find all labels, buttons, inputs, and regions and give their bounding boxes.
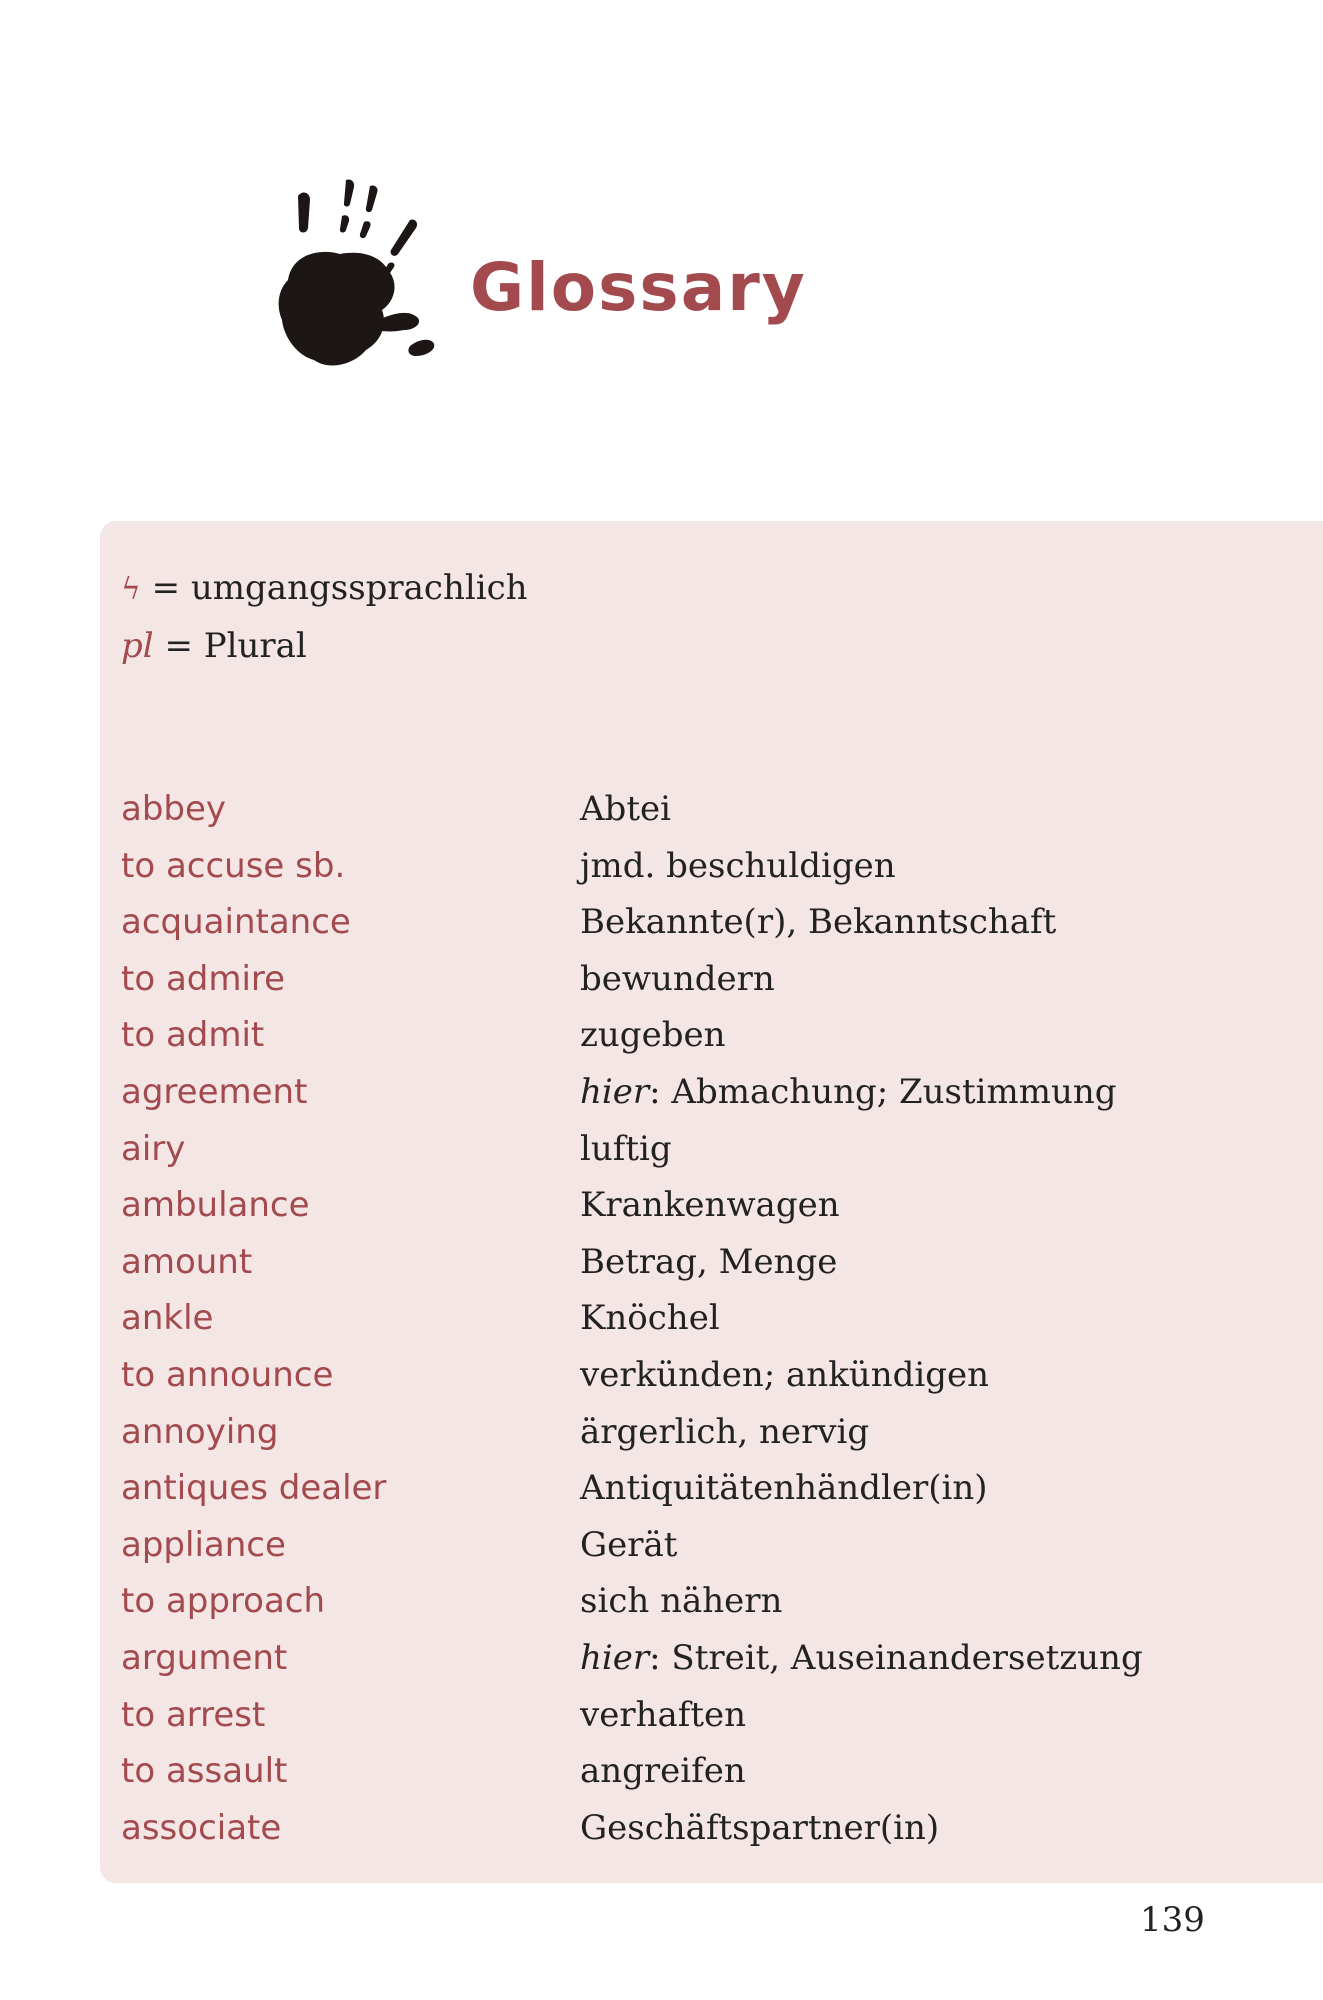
glossary-translation [580, 1064, 1117, 1120]
glossary-header [270, 170, 830, 390]
translation-qualifier: hier [580, 1637, 650, 1678]
glossary-translation [580, 1743, 746, 1799]
glossary-translation [580, 894, 1056, 950]
glossary-translation [580, 1517, 677, 1573]
translation-text: Knöchel [580, 1298, 720, 1339]
glossary-term: airy [121, 1128, 186, 1169]
translation-text: angreifen [580, 1751, 746, 1792]
glossary-term: to accuse sb. [121, 845, 346, 886]
handprint-icon [270, 170, 470, 380]
glossary-entry [121, 1404, 1271, 1461]
glossary-entry [121, 1800, 1271, 1857]
translation-text: luftig [580, 1128, 672, 1169]
glossary-entry [121, 1517, 1271, 1574]
glossary-term: appliance [121, 1524, 286, 1565]
glossary-entry [121, 894, 1271, 951]
glossary-term: ankle [121, 1298, 214, 1339]
glossary-entry [121, 1630, 1271, 1687]
glossary-entry [121, 1177, 1271, 1234]
glossary-entry [121, 1743, 1271, 1800]
glossary-entry [121, 1234, 1271, 1291]
translation-text: verkünden; ankündigen [580, 1354, 990, 1395]
glossary-entry [121, 1573, 1271, 1630]
glossary-translation [580, 1460, 988, 1516]
translation-text: ärgerlich, nervig [580, 1411, 870, 1452]
translation-text: sich nähern [580, 1581, 783, 1622]
glossary-entry [121, 1687, 1271, 1744]
page-title: Glossary [470, 249, 807, 326]
translation-text: Gerät [580, 1524, 678, 1565]
glossary-term: acquaintance [121, 902, 351, 943]
plural-abbreviation: pl [121, 626, 154, 666]
glossary-entry [121, 951, 1271, 1008]
translation-text: Krankenwagen [580, 1185, 840, 1226]
glossary-translation [580, 1687, 746, 1743]
translation-text: Abtei [580, 789, 671, 829]
glossary-translation [580, 838, 896, 894]
glossary-entry [121, 838, 1271, 895]
glossary-term: argument [121, 1637, 288, 1678]
glossary-entry [121, 1064, 1271, 1121]
glossary-term: ambulance [121, 1185, 310, 1226]
legend-plural [121, 618, 528, 674]
glossary-translation [580, 1290, 720, 1346]
glossary-term: annoying [121, 1411, 279, 1452]
glossary-translation [580, 1404, 869, 1460]
glossary-translation [580, 1630, 1143, 1686]
translation-text: bewundern [580, 958, 775, 999]
glossary-translation [580, 1573, 782, 1629]
glossary-term: associate [121, 1807, 282, 1848]
glossary-entry [121, 1290, 1271, 1347]
glossary-translation [580, 1177, 840, 1233]
glossary-term: to assault [121, 1751, 288, 1792]
glossary-term: abbey [121, 789, 227, 829]
glossary-entry [121, 1121, 1271, 1178]
glossary-translation [580, 951, 775, 1007]
glossary-term: to arrest [121, 1694, 266, 1735]
legend-plural-text: = Plural [164, 626, 307, 666]
glossary-term: to approach [121, 1581, 326, 1622]
translation-text: Geschäftspartner(in) [580, 1807, 940, 1848]
glossary-term: to announce [121, 1354, 334, 1395]
glossary-entry [121, 781, 1271, 838]
glossary-translation [580, 1800, 939, 1856]
translation-qualifier: hier [580, 1071, 650, 1112]
translation-text: : Streit, Auseinandersetzung [649, 1637, 1143, 1678]
glossary-translation [580, 1347, 989, 1403]
translation-text: verhaften [580, 1694, 747, 1735]
legend-colloquial-text: = umgangssprachlich [151, 568, 528, 608]
glossary-term: to admire [121, 958, 286, 999]
glossary-translation [580, 781, 671, 837]
glossary-translation [580, 1007, 725, 1063]
translation-text: Bekannte(r), Bekanntschaft [580, 902, 1057, 943]
translation-text: Betrag, Menge [580, 1241, 838, 1282]
glossary-term: agreement [121, 1071, 308, 1112]
glossary-term: to admit [121, 1015, 265, 1056]
colloquial-symbol-icon: ϟ [121, 572, 141, 607]
translation-text: jmd. beschuldigen [580, 845, 896, 886]
glossary-term: antiques dealer [121, 1468, 387, 1509]
page-number: 139 [1140, 1900, 1205, 1940]
legend [121, 560, 528, 674]
translation-text: Antiquitätenhändler(in) [580, 1468, 988, 1509]
legend-colloquial [121, 560, 528, 618]
glossary-translation [580, 1121, 672, 1177]
glossary-translation [580, 1234, 837, 1290]
glossary-entry [121, 1347, 1271, 1404]
glossary-term: amount [121, 1241, 253, 1282]
glossary-entry [121, 1460, 1271, 1517]
glossary-list [121, 781, 1271, 1856]
translation-text: : Abmachung; Zustimmung [649, 1071, 1117, 1112]
translation-text: zugeben [580, 1015, 726, 1056]
glossary-entry [121, 1007, 1271, 1064]
